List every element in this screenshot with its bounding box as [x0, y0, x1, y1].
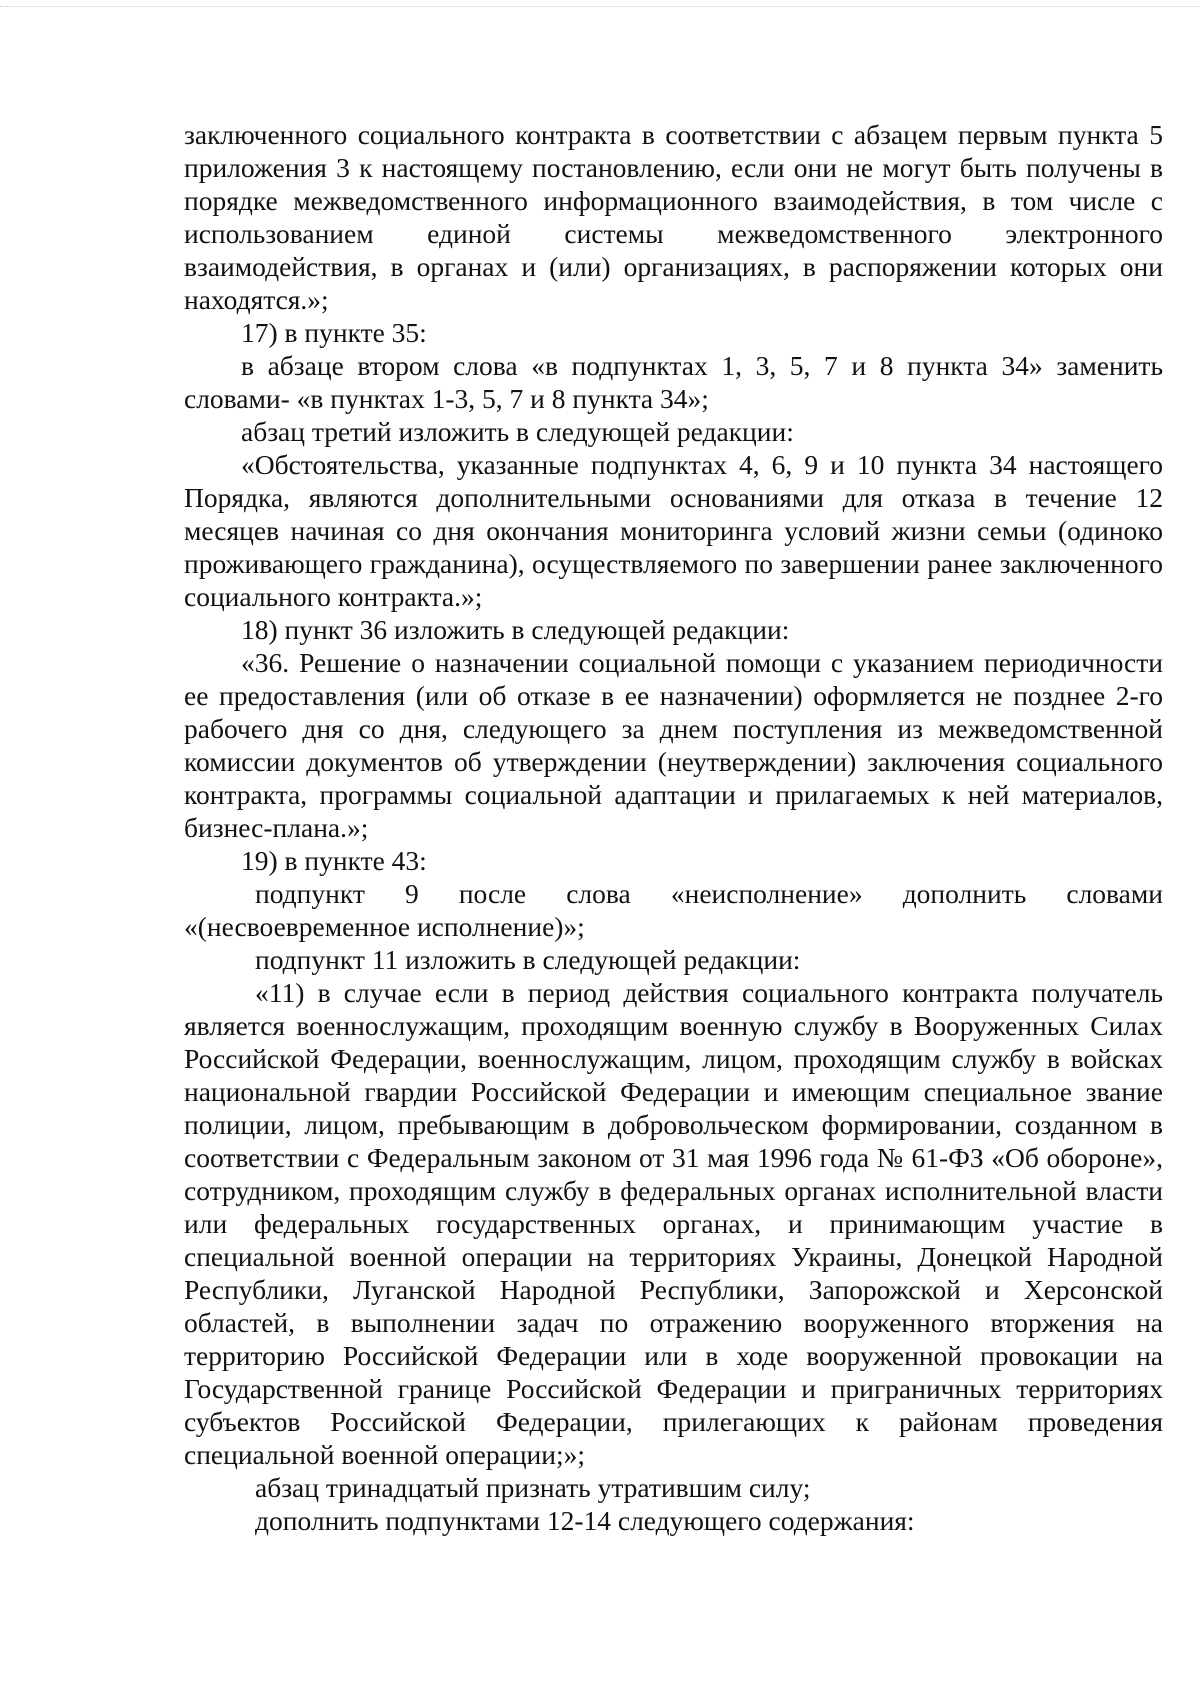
page-top-edge [0, 6, 1200, 7]
paragraph-item-17-third-abzac: абзац третий изложить в следующей редакции: [241, 416, 794, 447]
paragraph-item-19-subitem-9: подпункт 9 после слова «неисполнение» дополнить словами «(несвоевременное исполнение)»; [184, 878, 1163, 942]
paragraph-item-19-subitem-11-text: «11) в случае если в период действия социального контракта получатель является военнослужащим, проходящим военную службу в Вооруженных Силах Российской Федерации, военнослужащим, лицом, проходящим службу в войсках национальной гвардии Российской Федерации и имеющим специальное звание полиции, лицом, пребывающим в добровольческом формировании, созданном в соответствии с Федеральным законом от 31 мая 1996 года № 61-ФЗ «Об обороне», сотрудником, проходящим службу в федеральных органах исполнительной власти или федеральных государственных органах, и принимающим участие в специальной военной операции на территориях Украины, Донецкой Народной Республики, Луганской Народной Республики, Запорожской и Херсонской областей, в выполнении задач по отражению вооруженного вторжения на территорию Российской Федерации или в ходе вооруженной провокации на Государственной границе Российской Федерации и приграничных территориях субъектов Российской Федерации, прилегающих к районам проведения специальной военной операции;»; [184, 977, 1163, 1470]
paragraph-item-18: 18) пункт 36 изложить в следующей редакции: [241, 614, 790, 645]
paragraph-item-19: 19) в пункте 43: [241, 845, 427, 876]
document-page [184, 118, 1163, 1537]
paragraph-item-19-abzac-13: абзац тринадцатый признать утратившим силу; [255, 1472, 811, 1503]
paragraph-item-19-add-subitems: дополнить подпунктами 12-14 следующего содержания: [255, 1505, 915, 1536]
paragraph-item-17-new-text: «Обстоятельства, указанные подпунктах 4, 6, 9 и 10 пункта 34 настоящего Порядка, являются дополнительными основаниями для отказа в течение 12 месяцев начиная со дня окончания мониторинга условий жизни семьи (одиноко проживающего гражданина), осуществляемого по завершении ранее заключенного социального контракта.»; [184, 449, 1163, 612]
paragraph-item-17: 17) в пункте 35: [241, 317, 427, 348]
paragraph-item-18-new-text: «36. Решение о назначении социальной помощи с указанием периодичности ее предоставления (или об отказе в ее назначении) оформляется не позднее 2-го рабочего дня со дня, следующего за днем поступления из межведомственной комиссии документов об утверждении (неутверждении) заключения социального контракта, программы социальной адаптации и прилагаемых к ней материалов, бизнес-плана.»; [184, 647, 1163, 843]
paragraph-item-17-second-abzac: в абзаце втором слова «в подпунктах 1, 3, 5, 7 и 8 пункта 34» заменить словами- «в пунктах 1-3, 5, 7 и 8 пункта 34»; [184, 350, 1163, 414]
paragraph-continuation: заключенного социального контракта в соответствии с абзацем первым пункта 5 приложения 3 к настоящему постановлению, если они не могут быть получены в порядке межведомственного информационного взаимодействия, в том числе с использованием единой системы межведомственного электронного взаимодействия, в органах и (или) организациях, в распоряжении которых они находятся.»; [184, 119, 1163, 315]
paragraph-item-19-subitem-11: подпункт 11 изложить в следующей редакции: [255, 944, 801, 975]
